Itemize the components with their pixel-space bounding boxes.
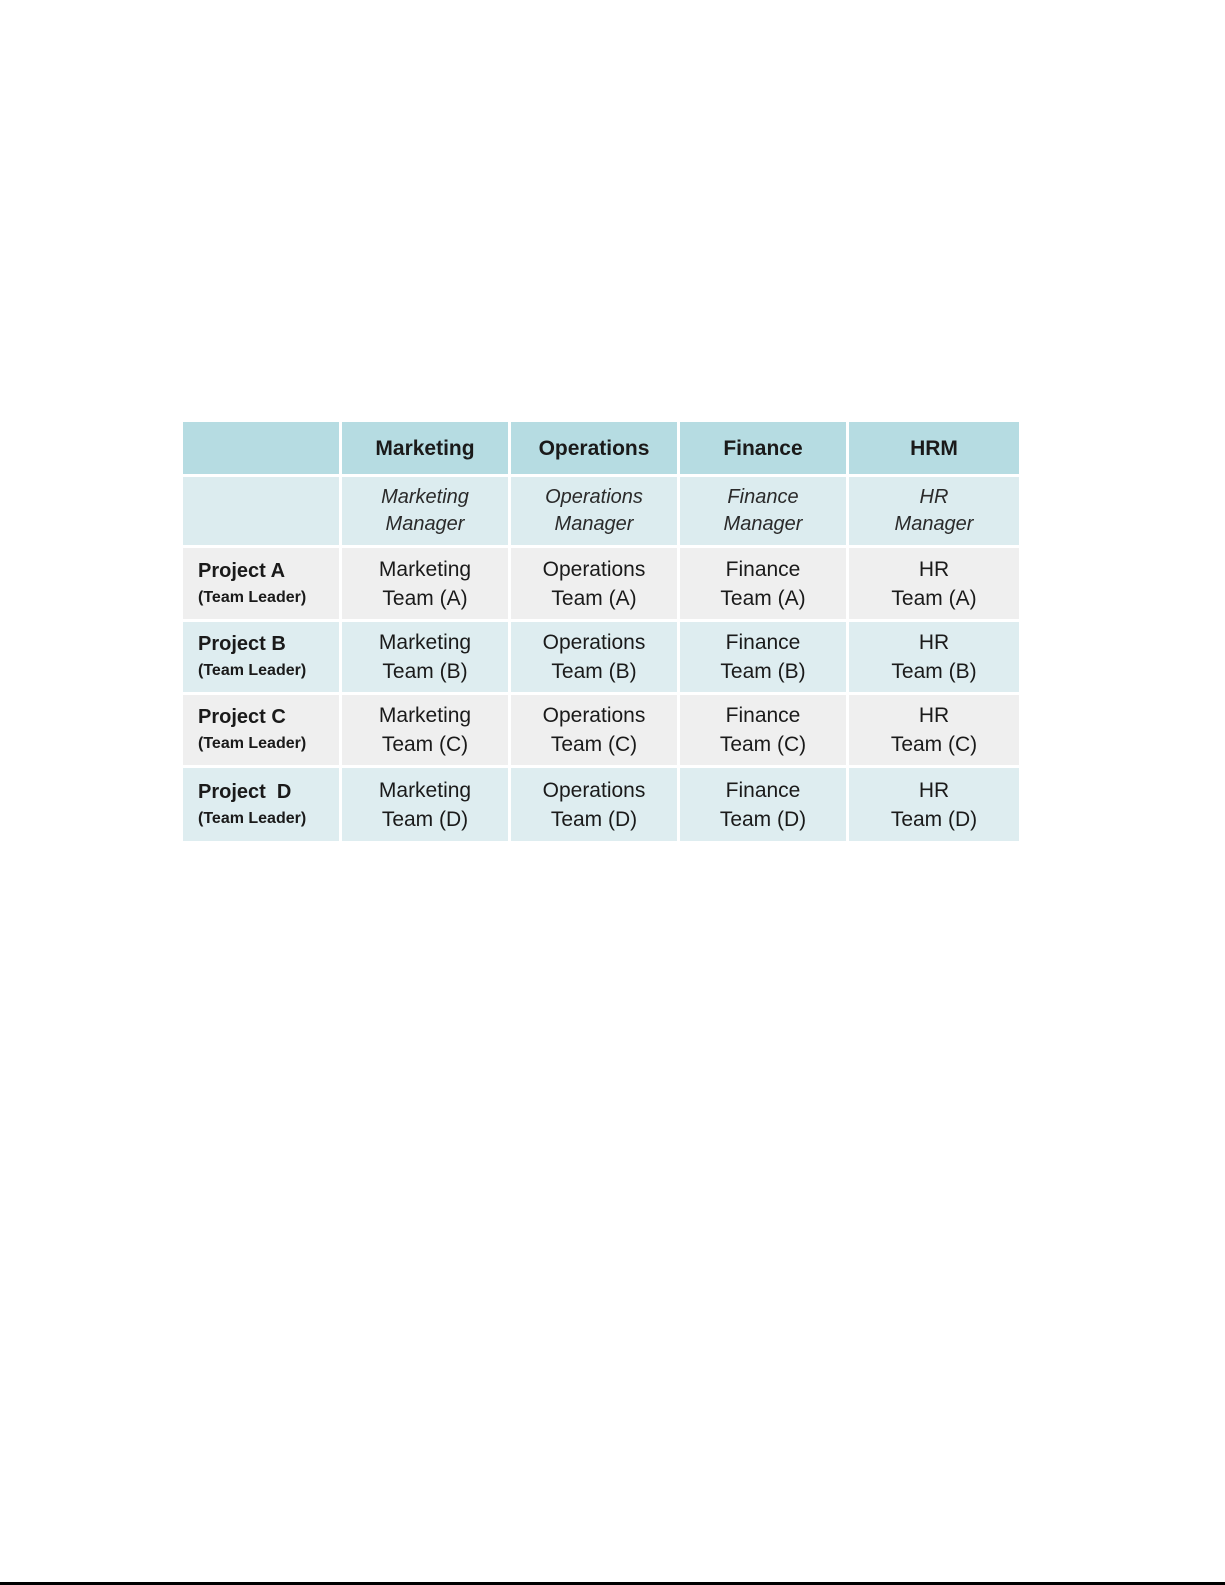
team-line: Operations xyxy=(542,704,646,727)
column-header-marketing: Marketing xyxy=(342,422,511,477)
manager-line: Manager xyxy=(554,513,634,535)
team-line: Finance xyxy=(725,778,801,802)
team-line: Operations xyxy=(542,631,646,654)
team-cell xyxy=(849,768,1019,841)
team-line: Finance xyxy=(725,704,801,727)
team-line: Marketing xyxy=(378,704,472,727)
project-name: Project A xyxy=(198,559,286,582)
team-line: Team (B) xyxy=(891,660,977,683)
team-cell xyxy=(849,695,1019,768)
manager-line: Manager xyxy=(385,513,465,535)
manager-line: Manager xyxy=(894,513,974,535)
team-line: Team (D) xyxy=(890,807,978,831)
team-cell xyxy=(342,768,511,841)
manager-corner-cell xyxy=(183,477,342,548)
project-role: (Team Leader) xyxy=(198,809,307,827)
row-header-project-b xyxy=(183,622,342,695)
team-cell xyxy=(849,622,1019,695)
column-header-hrm: HRM xyxy=(849,422,1019,477)
team-line: Operations xyxy=(542,557,646,581)
team-line: HR xyxy=(918,631,950,654)
manager-line: Manager xyxy=(723,513,803,535)
team-cell xyxy=(680,695,849,768)
team-line: Finance xyxy=(725,557,801,581)
row-header-project-c xyxy=(183,695,342,768)
team-line: Marketing xyxy=(378,557,472,581)
manager-line: HR xyxy=(919,486,949,508)
team-line: Team (D) xyxy=(719,807,807,831)
team-cell xyxy=(342,622,511,695)
team-cell xyxy=(342,695,511,768)
team-line: Team (C) xyxy=(550,733,638,756)
manager-cell-hr xyxy=(849,477,1019,548)
team-line: Team (A) xyxy=(891,586,977,610)
team-line: Team (A) xyxy=(551,586,637,610)
manager-line: Operations xyxy=(545,486,643,508)
team-cell xyxy=(680,622,849,695)
team-cell xyxy=(511,768,680,841)
team-line: Marketing xyxy=(378,631,472,654)
project-name: Project B xyxy=(198,633,286,655)
team-cell xyxy=(511,548,680,622)
project-name: Project D xyxy=(198,780,292,803)
header-corner-cell xyxy=(183,422,342,477)
team-line: Operations xyxy=(542,778,646,802)
team-line: Team (D) xyxy=(381,807,469,831)
team-cell xyxy=(849,548,1019,622)
column-header-finance: Finance xyxy=(680,422,849,477)
team-line: Marketing xyxy=(378,778,472,802)
project-name: Project C xyxy=(198,706,286,728)
team-line: Team (C) xyxy=(890,733,978,756)
row-header-project-a xyxy=(183,548,342,622)
manager-cell-finance xyxy=(680,477,849,548)
team-line: Team (B) xyxy=(382,660,468,683)
team-line: Team (A) xyxy=(382,586,468,610)
manager-line: Marketing xyxy=(381,486,469,508)
matrix-organization-table xyxy=(183,422,1019,844)
team-cell xyxy=(680,768,849,841)
team-cell xyxy=(680,548,849,622)
manager-cell-operations xyxy=(511,477,680,548)
team-cell xyxy=(342,548,511,622)
team-cell xyxy=(511,622,680,695)
team-cell xyxy=(511,695,680,768)
team-line: HR xyxy=(918,704,950,727)
team-line: Team (B) xyxy=(720,660,806,683)
team-line: Team (C) xyxy=(381,733,469,756)
project-role: (Team Leader) xyxy=(198,662,307,679)
team-line: HR xyxy=(918,557,950,581)
team-line: HR xyxy=(918,778,950,802)
team-line: Finance xyxy=(725,631,801,654)
manager-line: Finance xyxy=(727,486,799,508)
manager-cell-marketing xyxy=(342,477,511,548)
team-line: Team (A) xyxy=(720,586,806,610)
team-line: Team (D) xyxy=(550,807,638,831)
project-role: (Team Leader) xyxy=(198,588,307,606)
column-header-operations: Operations xyxy=(511,422,680,477)
team-line: Team (B) xyxy=(551,660,637,683)
team-line: Team (C) xyxy=(719,733,807,756)
row-header-project-d xyxy=(183,768,342,841)
project-role: (Team Leader) xyxy=(198,735,307,752)
